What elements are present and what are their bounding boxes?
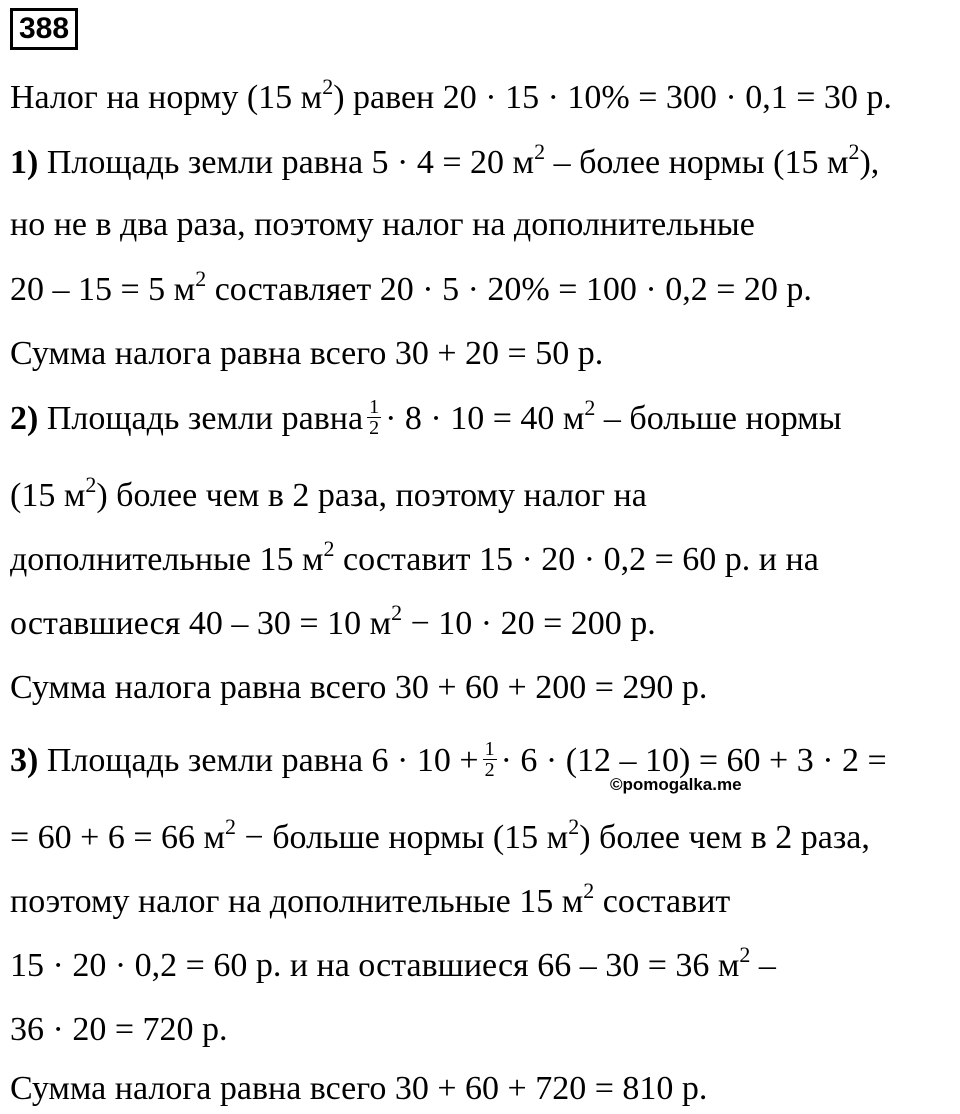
part3-line-2: = 60 + 6 = 66 $м^2$ − больше нормы (15 $м^2$) более чем в 2 раза, — [10, 814, 870, 856]
part3-line-3: поэтому налог на дополнительные 15 $м^2$ составит — [10, 878, 731, 920]
fraction-one-half: $\frac{1}{2}$ — [484, 737, 495, 781]
part2-line-3: дополнительные 15 $м^2$ составит 15 · 20 · 0,2 = 60 р. и на — [10, 536, 819, 578]
part2-line-1: 2) Площадь земли равна $\frac{1}{2}$ · 8 · 10 = 40 $м^2$ – больше нормы — [10, 395, 842, 439]
fraction-one-half: $\frac{1}{2}$ — [369, 395, 380, 439]
part3-line-4: 15 · 20 · 0,2 = 60 р. и на оставшиеся 66 – 30 = 36 $м^2$ – — [10, 942, 776, 984]
part2-sum: Сумма налога равна всего 30 + 60 + 200 = 290 р. — [10, 669, 708, 706]
part1-line-3: 20 – 15 = 5 $м^2$ составляет 20 · 5 · 20% = 100 · 0,2 = 20 р. — [10, 266, 812, 308]
part1-sum: Сумма налога равна всего 30 + 20 = 50 р. — [10, 335, 604, 372]
part3-sum: Сумма налога равна всего 30 + 60 + 720 = 810 р. — [10, 1070, 708, 1107]
part3-line-1: 3) Площадь земли равна 6 · 10 + $\frac{1}{2}$ · 6 · (12 – 10) = 60 + 3 · 2 = — [10, 737, 887, 781]
task-number: 388 — [10, 8, 78, 50]
part3-line-5: 36 · 20 = 720 р. — [10, 1011, 228, 1048]
part2-line-4: оставшиеся 40 – 30 = 10 $м^2 - 10 \cdot 20 = 200$ р. — [10, 600, 656, 642]
part1-marker: 1) — [10, 144, 39, 181]
part2-marker: 2) — [10, 400, 39, 437]
part3-marker: 3) — [10, 742, 39, 779]
part2-line-2: (15 $м^2$) более чем в 2 раза, поэтому налог на — [10, 472, 647, 514]
part1-line-2: но не в два раза, поэтому налог на дополнительные — [10, 206, 755, 243]
intro-line: Налог на норму (15 $м^2$) равен 20 · 15 · 10% = 300 · 0,1 = 30 р. — [10, 74, 892, 116]
watermark: ©pomogalka.me — [610, 775, 742, 794]
part1-line-1: 1) Площадь земли равна 5 · 4 = 20 $м^2$ – более нормы (15 $м^2$), — [10, 139, 880, 181]
